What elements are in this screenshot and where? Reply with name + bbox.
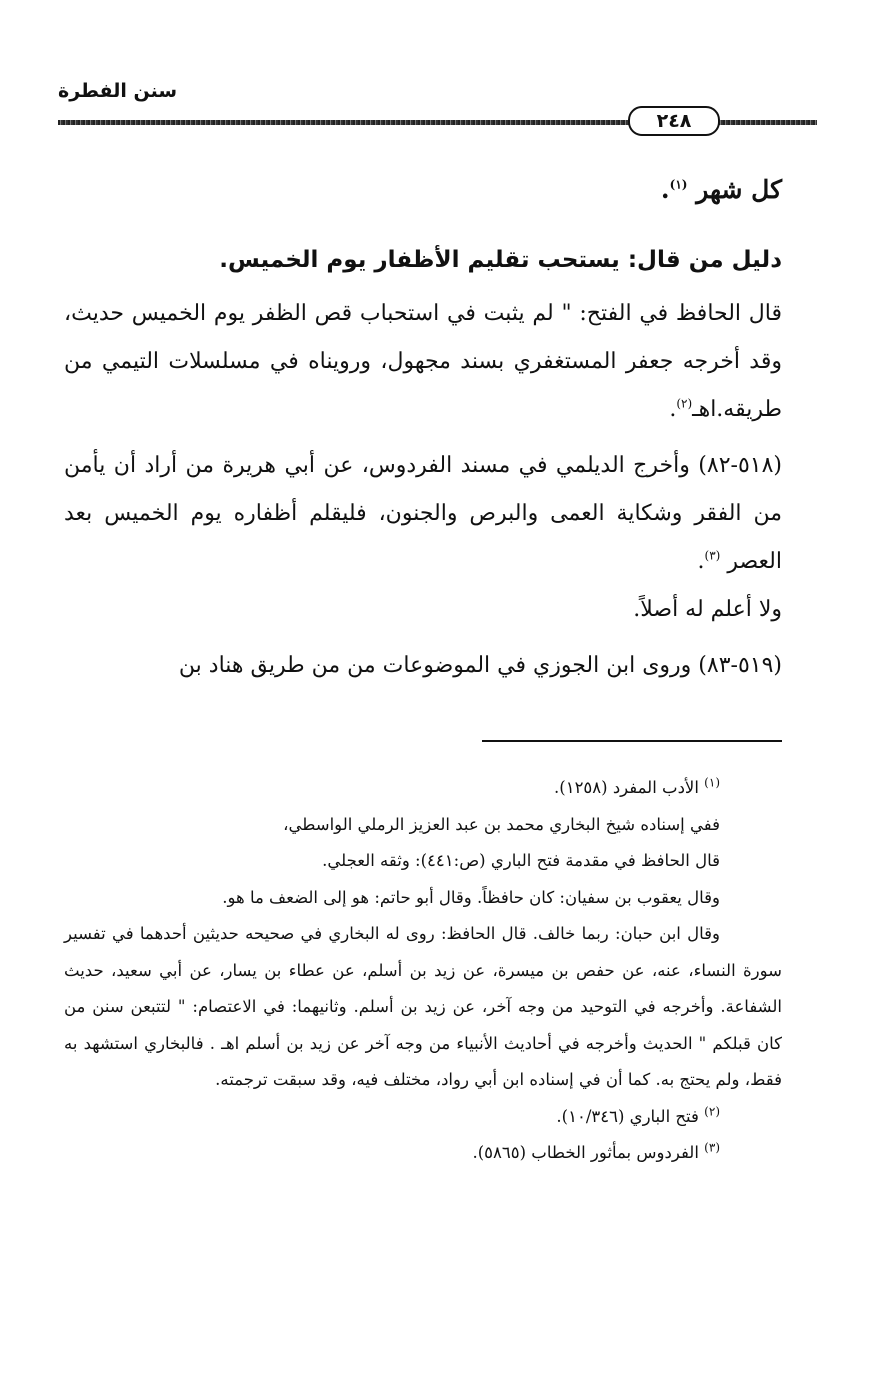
footnote-ref-3: (٣) (704, 548, 721, 563)
footnote-1 (64, 770, 782, 807)
footnote-3-text: الفردوس بمأثور الخطاب (٥٨٦٥). (472, 1143, 699, 1162)
page-number: ٢٤٨ (628, 106, 720, 136)
paragraph-ibn-jawzi: (٥١٩-٨٣) وروى ابن الجوزي في الموضوعات من من طريق هناد بن (178, 653, 782, 678)
footnotes (64, 770, 782, 1172)
paragraph-fath-text: قال الحافظ في الفتح: " لم يثبت في استحباب قص الظفر يوم الخميس حديث، وقد أخرجه جعفر المستغفري بسند مجهول، ورويناه في مسلسلات التيمي من طريقه.اهـ (64, 301, 782, 422)
section-heading: دليل من قال: يستحب تقليم الأظفار يوم الخميس. (219, 247, 782, 273)
footnote-2-marker: (٢) (704, 1104, 720, 1118)
footnote-ref-2: (٢) (676, 396, 693, 411)
paragraph-daylami: (٥١٨-٨٢) وأخرج الديلمي في مسند الفردوس، عن أبي هريرة من أراد أن يأمن من الفقر وشكاية العمى والبرص والجنون، فليقلم أظفاره يوم الخميس بعد العصر $^{(٣)}$. (64, 453, 782, 574)
footnote-1-marker: (١) (704, 775, 720, 790)
main-text (64, 152, 782, 690)
footnote-3 (64, 1135, 782, 1172)
footnote-1-text: الأدب المفرد (١٢٥٨). (554, 778, 699, 797)
footnote-separator (482, 740, 782, 742)
paragraph-no-origin: ولا أعلم له أصلاً. (633, 597, 782, 622)
footnote-1-line: ففي إسناده شيخ البخاري محمد بن عبد العزيز الرملي الواسطي، (283, 814, 720, 834)
continuation-line: كل شهر $^{(١)}$. (660, 175, 782, 204)
footnote-2-text: فتح الباري (١٠/٣٤٦). (556, 1106, 699, 1126)
footnote-2 (64, 1099, 782, 1136)
paragraph-fath: قال الحافظ في الفتح: " لم يثبت في استحباب قص الظفر يوم الخميس حديث، وقد أخرجه جعفر المستغفري بسند مجهول، ورويناه في مسلسلات التيمي من طريقه.اهـ$^{(٢)}$. (64, 301, 782, 422)
footnote-1-paragraph: وقال ابن حبان: ربما خالف. قال الحافظ: روى له البخاري في صحيحه حديثين أحدهما في تفسير سورة النساء، عنه، عن حفص بن ميسرة، عن زيد بن أسلم، عن عطاء بن يسار، عن أبي سعيد، حديث الشفاعة. وأخرجه في التوحيد من وجه آخر، عن زيد بن أسلم. وثانيهما: في الاعتصام: " لتتبعن سنن من كان قبلكم " الحديث وأخرجه في أحاديث الأنبياء من وجه آخر عن زيد بن أسلم اهـ . فالبخاري استشهد به فقط، ولم يحتج به. كما أن في إسناده ابن أبي رواد، مختلف فيه، وقد سبقت ترجمته. (64, 924, 782, 1089)
running-title: سنن الفطرة (58, 80, 178, 102)
continuation-text: كل شهر (696, 175, 782, 204)
footnote-1-line: وقال يعقوب بن سفيان: كان حافظاً. وقال أبو حاتم: هو إلى الضعف ما هو. (222, 887, 720, 907)
paragraph-daylami-text: (٥١٨-٨٢) وأخرج الديلمي في مسند الفردوس، عن أبي هريرة من أراد أن يأمن من الفقر وشكاية العمى والبرص والجنون، فليقلم أظفاره يوم الخميس بعد العصر (64, 453, 782, 574)
footnote-3-marker: (٣) (704, 1140, 720, 1155)
footnote-1-line: قال الحافظ في مقدمة فتح الباري (ص:٤٤١): وثقه العجلي. (322, 851, 720, 870)
footnote-ref-1: (١) (669, 177, 688, 192)
